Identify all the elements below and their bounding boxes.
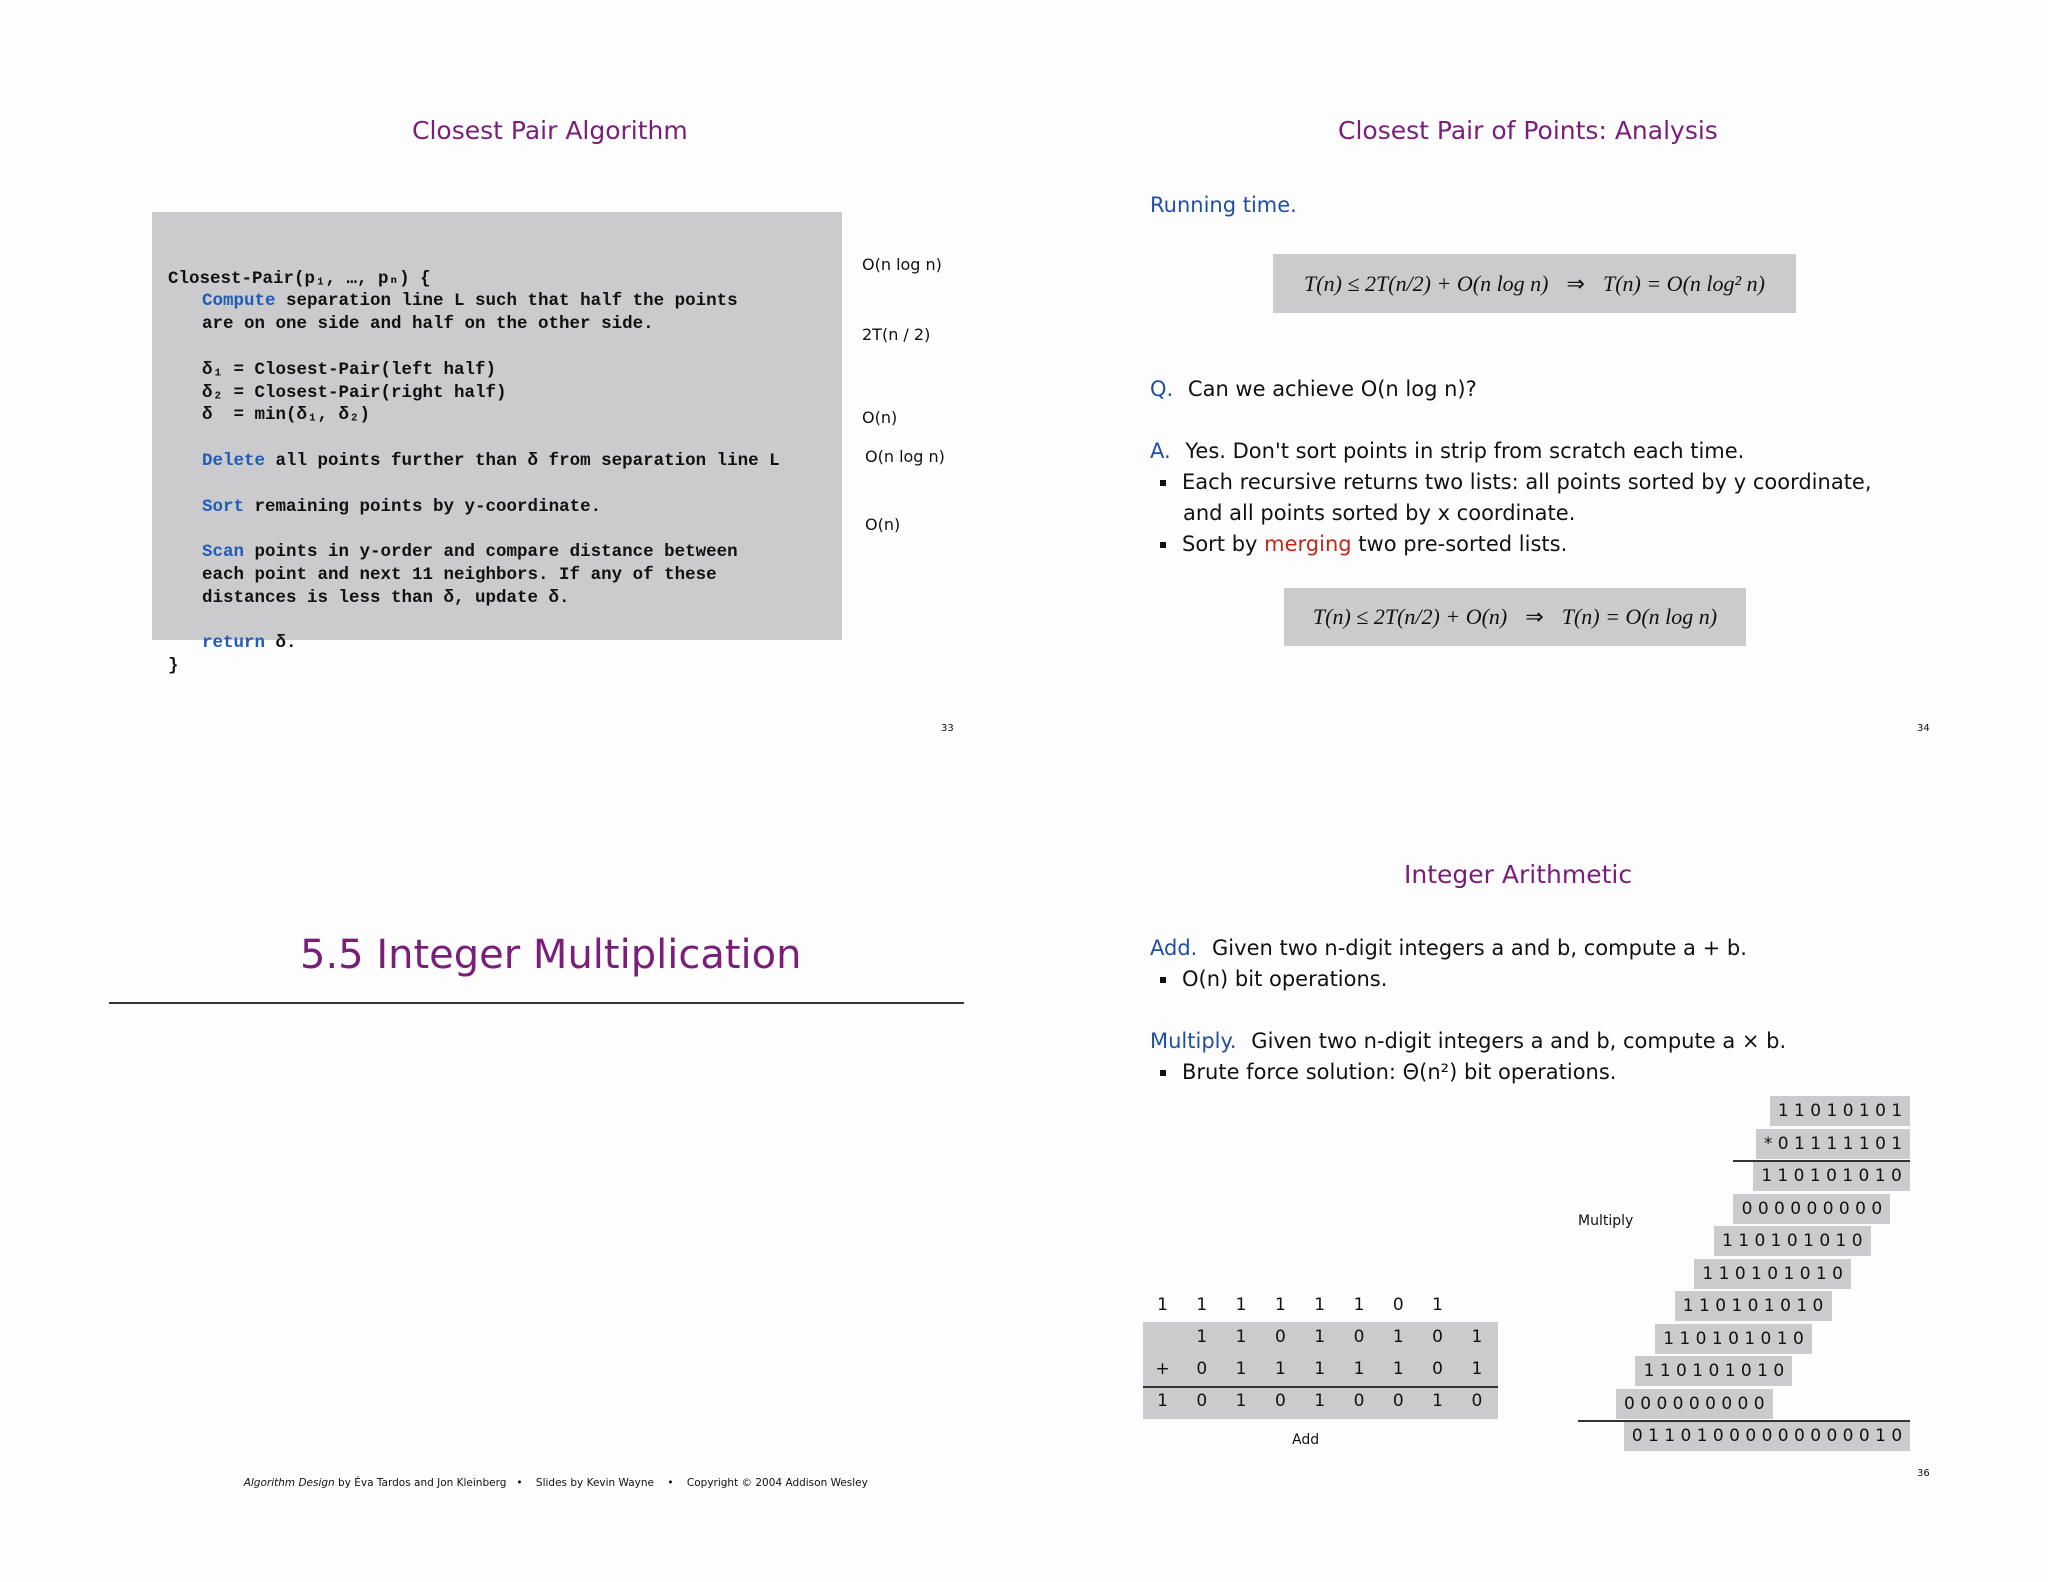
bullet2-pre: Sort by xyxy=(1182,532,1265,556)
multiply-row: 1 1 0 1 0 1 0 1 0 xyxy=(1714,1226,1871,1256)
add-digit: 1 xyxy=(1392,1359,1404,1379)
multiply-row: 1 1 0 1 0 1 0 1 0 xyxy=(1694,1259,1851,1289)
add-digit: 1 xyxy=(1157,1295,1168,1315)
slide36-title: Integer Arithmetic xyxy=(1404,860,1633,889)
q-label: Q. xyxy=(1150,377,1174,401)
add-digit: 0 xyxy=(1471,1391,1483,1411)
question xyxy=(1150,377,1477,401)
add-digit: 1 xyxy=(1392,1327,1404,1347)
add-digit: 0 xyxy=(1432,1359,1443,1379)
add-digit: 1 xyxy=(1235,1295,1247,1315)
add-digit: 0 xyxy=(1392,1391,1404,1411)
code-line xyxy=(168,496,780,519)
add-digit: 1 xyxy=(1157,1391,1168,1411)
recurrence-box-2 xyxy=(1284,588,1746,646)
recurrence1-rhs: T(n) = O(n log² n) xyxy=(1602,270,1765,296)
answer xyxy=(1150,439,1744,463)
bullet-icon xyxy=(1160,977,1166,983)
add-digit: 1 xyxy=(1353,1359,1365,1379)
add-digit: 1 xyxy=(1314,1391,1326,1411)
multiply-rule xyxy=(1578,1420,1910,1422)
cost-sort: O(n log n) xyxy=(865,447,945,466)
cost-scan: O(n) xyxy=(865,515,901,534)
multiply-row: 1 1 0 1 0 1 0 1 0 xyxy=(1635,1356,1792,1386)
recurrence2-lhs: T(n) ≤ 2T(n/2) + O(n) xyxy=(1312,604,1508,629)
code-line xyxy=(168,382,780,405)
multiply-row: 0 0 0 0 0 0 0 0 0 xyxy=(1616,1389,1773,1419)
code-text: δ₂ = Closest-Pair(right half) xyxy=(202,382,507,403)
code-text: } xyxy=(168,656,179,677)
implies-arrow-icon: ⇒ xyxy=(1525,604,1544,629)
code-text: δ₁ = Closest-Pair(left half) xyxy=(202,359,497,380)
slide34-title: Closest Pair of Points: Analysis xyxy=(1338,116,1718,145)
add-digit: 1 xyxy=(1314,1359,1326,1379)
code-line xyxy=(168,359,780,382)
code-line xyxy=(168,564,780,587)
multiply-row: 0 1 1 0 1 0 0 0 0 0 0 0 0 0 0 1 0 xyxy=(1624,1421,1910,1451)
page-number-33: 33 xyxy=(941,723,954,734)
code-text: remaining points by y-coordinate. xyxy=(244,496,602,517)
code-line xyxy=(168,632,780,655)
code-line xyxy=(168,518,780,541)
title-rule xyxy=(109,1002,964,1004)
pseudocode xyxy=(168,222,780,701)
code-text: points in y-order and compare distance between xyxy=(244,542,738,563)
footer-book: Algorithm Design xyxy=(243,1477,335,1489)
add-digit: 1 xyxy=(1274,1295,1286,1315)
q-text: Can we achieve O(n log n)? xyxy=(1187,377,1477,401)
page-number-34: 34 xyxy=(1917,723,1930,734)
recurrence2-rhs: T(n) = O(n log n) xyxy=(1561,604,1718,629)
add-digit: 0 xyxy=(1274,1327,1286,1347)
code-line xyxy=(168,450,780,473)
add-caption: Add xyxy=(1292,1432,1320,1448)
code-text: are on one side and half on the other side. xyxy=(202,314,654,335)
bullet1-line2: and all points sorted by x coordinate. xyxy=(1183,501,1576,525)
slide35-title: 5.5 Integer Multiplication xyxy=(300,932,802,978)
implies-arrow-icon: ⇒ xyxy=(1566,270,1585,296)
multiply-row: 1 1 0 1 0 1 0 1 0 xyxy=(1753,1161,1910,1191)
merging-word: merging xyxy=(1264,532,1352,556)
add-digit: 0 xyxy=(1353,1391,1365,1411)
a-label: A. xyxy=(1150,439,1171,463)
add-bullet-text: O(n) bit operations. xyxy=(1182,967,1388,991)
add-digit: 1 xyxy=(1196,1295,1208,1315)
multiply-row: 1 1 0 1 0 1 0 1 0 xyxy=(1655,1324,1812,1354)
multiply-caption: Multiply xyxy=(1578,1213,1634,1229)
a-text: Yes. Don't sort points in strip from scratch each time. xyxy=(1185,439,1745,463)
code-keyword: Scan xyxy=(202,542,245,563)
recurrence-box-1 xyxy=(1273,254,1796,313)
bullet-icon xyxy=(1160,480,1166,486)
add-digit: 1 xyxy=(1235,1327,1247,1347)
multiply-statement xyxy=(1150,1029,1786,1053)
bullet-icon xyxy=(1160,1070,1166,1076)
code-line xyxy=(168,404,780,427)
code-keyword: Sort xyxy=(202,496,245,517)
bullet1-line1: Each recursive returns two lists: all points sorted by y coordinate, xyxy=(1182,470,1872,494)
add-digit: 1 xyxy=(1274,1359,1286,1379)
code-text: each point and next 11 neighbors. If any of these xyxy=(202,564,717,585)
add-digit: 0 xyxy=(1392,1295,1404,1315)
code-text: δ = min(δ₁, δ₂) xyxy=(202,405,371,426)
code-line xyxy=(168,313,780,336)
code-text: Closest-Pair(p₁, …, pₙ) { xyxy=(168,268,431,289)
footer-credits xyxy=(237,1465,868,1489)
code-text: all points further than δ from separation line L xyxy=(265,450,780,471)
multiply-label: Multiply. xyxy=(1150,1029,1237,1053)
cost-recursion: 2T(n / 2) xyxy=(862,325,931,344)
multiply-bullet-text: Brute force solution: Θ(n²) bit operations. xyxy=(1182,1060,1617,1084)
add-digit: + xyxy=(1155,1359,1170,1379)
code-line xyxy=(168,290,780,313)
add-table xyxy=(1143,1290,1498,1420)
bullet2-post: two pre-sorted lists. xyxy=(1351,532,1568,556)
add-digit: 1 xyxy=(1432,1295,1443,1315)
add-digit: 1 xyxy=(1353,1295,1365,1315)
add-digit: 1 xyxy=(1196,1327,1208,1347)
code-text: separation line L such that half the points xyxy=(275,291,738,312)
recurrence1-lhs: T(n) ≤ 2T(n/2) + O(n log n) xyxy=(1304,270,1549,296)
add-digit: 1 xyxy=(1471,1327,1483,1347)
code-keyword: return xyxy=(202,633,266,654)
slide33-title: Closest Pair Algorithm xyxy=(412,116,688,145)
code-keyword: Compute xyxy=(202,291,276,312)
add-bullet xyxy=(1160,967,1387,991)
running-time-label: Running time. xyxy=(1150,193,1297,217)
code-line xyxy=(168,473,780,496)
multiply-row: 1 1 0 1 0 1 0 1 0 xyxy=(1675,1291,1832,1321)
code-text: distances is less than δ, update δ. xyxy=(202,587,570,608)
add-digit: 0 xyxy=(1274,1391,1286,1411)
multiply-rule xyxy=(1733,1160,1910,1162)
bullet-icon xyxy=(1160,542,1166,548)
code-line xyxy=(168,587,780,610)
page-number-36: 36 xyxy=(1917,1468,1930,1479)
add-digit: 0 xyxy=(1196,1391,1208,1411)
add-digit: 1 xyxy=(1314,1295,1326,1315)
add-digit: 1 xyxy=(1314,1327,1326,1347)
multiply-table xyxy=(1578,1096,1910,1456)
add-digit: 1 xyxy=(1235,1359,1247,1379)
add-digit: 1 xyxy=(1235,1391,1247,1411)
cost-compute: O(n log n) xyxy=(862,255,942,274)
add-digit: 1 xyxy=(1432,1391,1443,1411)
multiply-row: 1 1 0 1 0 1 0 1 xyxy=(1770,1096,1910,1126)
code-line xyxy=(168,655,780,678)
multiply-text: Given two n-digit integers a and b, compute a × b. xyxy=(1251,1029,1787,1053)
code-line xyxy=(168,610,780,633)
add-text: Given two n-digit integers a and b, compute a + b. xyxy=(1212,936,1747,960)
multiply-row: 0 0 0 0 0 0 0 0 0 xyxy=(1733,1194,1890,1224)
footer-rest: by Éva Tardos and Jon Kleinberg • Slides by Kevin Wayne • Copyright © 2004 Addison Wesley xyxy=(334,1477,868,1489)
code-text: δ. xyxy=(265,633,297,654)
add-statement xyxy=(1150,936,1747,960)
add-digit: 0 xyxy=(1196,1359,1208,1379)
add-label: Add. xyxy=(1150,936,1198,960)
cost-delete: O(n) xyxy=(862,408,898,427)
code-keyword: Delete xyxy=(202,450,266,471)
code-line xyxy=(168,336,780,359)
add-digit: 0 xyxy=(1432,1327,1443,1347)
multiply-bullet xyxy=(1160,1060,1616,1084)
multiply-row: * 0 1 1 1 1 1 0 1 xyxy=(1756,1129,1910,1159)
code-line xyxy=(168,268,780,291)
add-digit: 1 xyxy=(1471,1359,1483,1379)
code-line xyxy=(168,541,780,564)
code-line xyxy=(168,427,780,450)
add-digit: 0 xyxy=(1353,1327,1365,1347)
bullet-lists xyxy=(1160,470,1872,494)
bullet-merge xyxy=(1160,532,1567,556)
